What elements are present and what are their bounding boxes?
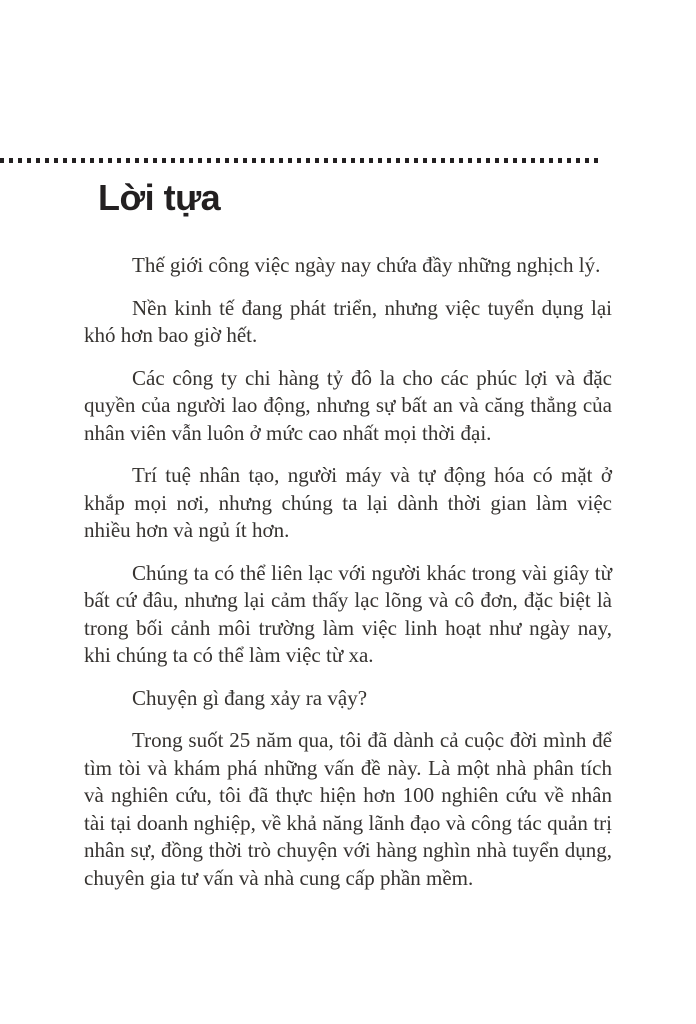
paragraph: Nền kinh tế đang phát triển, nhưng việc tuyển dụng lại khó hơn bao giờ hết. <box>84 295 612 347</box>
paragraph: Chuyện gì đang xảy ra vậy? <box>132 685 368 710</box>
dotted-divider <box>0 158 600 163</box>
paragraph: Thế giới công việc ngày nay chứa đầy những nghịch lý. <box>132 253 601 277</box>
body-paragraphs <box>84 252 612 892</box>
paragraph: Các công ty chi hàng tỷ đô la cho các phúc lợi và đặc quyền của người lao động, nhưng sự bất an và căng thẳng của nhân viên vẫn luôn ở mức cao nhất mọi thời đại. <box>84 365 612 445</box>
paragraph: Trong suốt 25 năm qua, tôi đã dành cả cuộc đời mình để tìm tòi và khám phá những vấn đề này. Là một nhà phân tích và nghiên cứu, tôi đã thực hiện hơn 100 nghiên cứu về nhân tài tại doanh nghiệp, về khả năng lãnh đạo và công tác quản trị nhân sự, đồng thời trò chuyện với hàng nghìn nhà tuyển dụng, chuyên gia tư vấn và nhà cung cấp phần mềm. <box>84 728 612 890</box>
chapter-title: Lời tựa <box>98 177 221 218</box>
paragraph: Trí tuệ nhân tạo, người máy và tự động hóa có mặt ở khắp mọi nơi, nhưng chúng ta lại dành thời gian làm việc nhiều hơn và ngủ ít hơn. <box>84 463 612 542</box>
paragraph: Chúng ta có thể liên lạc với người khác trong vài giây từ bất cứ đâu, nhưng lại cảm thấy lạc lõng và cô đơn, đặc biệt là trong bối cảnh môi trường làm việc linh hoạt như ngày nay, khi chúng ta có thể làm việc từ xa. <box>84 560 612 667</box>
